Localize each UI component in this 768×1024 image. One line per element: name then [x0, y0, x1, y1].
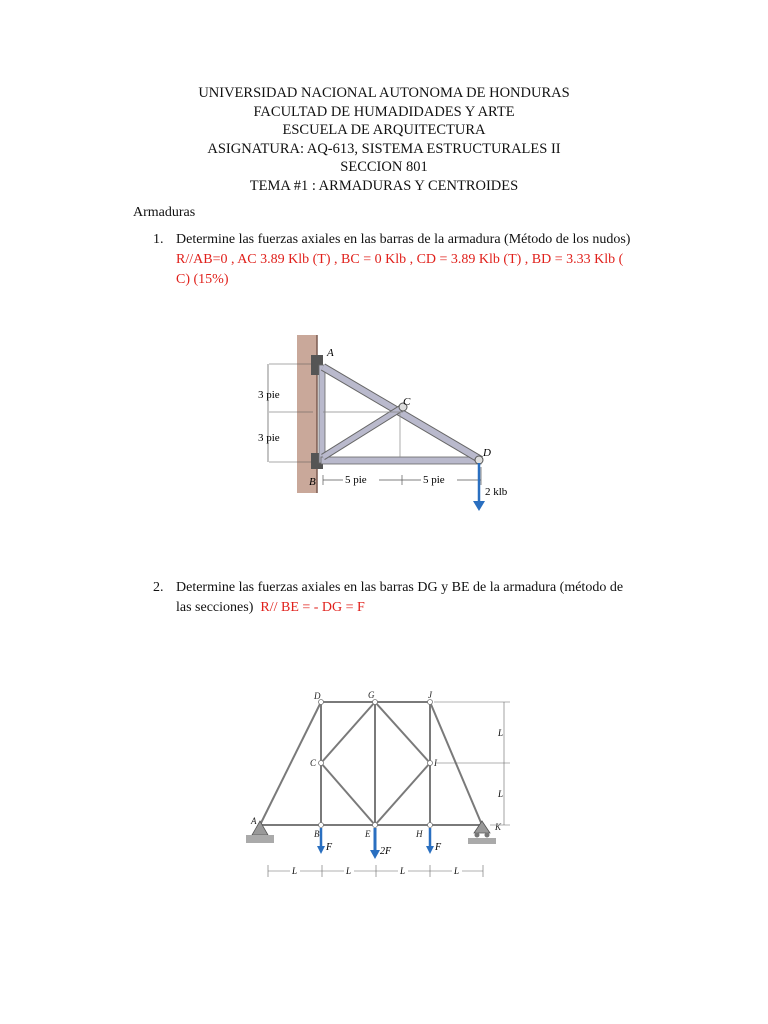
dim-label-h2: 5 pie: [423, 474, 445, 486]
member-bd: [321, 457, 481, 464]
node-label-b: B: [309, 476, 316, 488]
load-label: 2 klb: [485, 486, 508, 498]
dim-label-v1: 3 pie: [258, 389, 280, 401]
dim-label-h3: L: [400, 866, 406, 876]
question-prompt: Determine las fuerzas axiales en las barras DG y BE de la armadura (método de las secciones): [176, 580, 624, 615]
load-label-e: 2F: [380, 846, 392, 857]
document-header: [0, 84, 768, 196]
truss-figure-1: [258, 325, 530, 520]
member-ab: [319, 365, 325, 463]
node-label-b: B: [314, 829, 320, 839]
load-label-h: F: [435, 842, 442, 853]
header-section: SECCION 801: [340, 159, 428, 176]
question-prompt: Determine las fuerzas axiales en las barras de la armadura (Método de los nudos): [176, 232, 631, 247]
section-title: Armaduras: [133, 205, 196, 220]
member-ei: [375, 763, 430, 825]
truss-figure-2: [238, 678, 528, 893]
question-text: [176, 230, 636, 290]
node-label-d: D: [483, 447, 491, 459]
node-label-k: K: [495, 822, 502, 832]
dim-label-v1: L: [498, 728, 504, 738]
joint-d: [475, 456, 483, 464]
node-label-d: D: [314, 691, 321, 701]
header-topic: TEMA #1 : ARMADURAS Y CENTROIDES: [249, 177, 519, 194]
node-label-i: I: [434, 758, 437, 768]
member-cg: [321, 702, 375, 763]
header-faculty: FACULTAD DE HUMADIDADES Y ARTE: [253, 103, 515, 120]
header-school: ESCUELA DE ARQUITECTURA: [282, 122, 486, 139]
member-gi: [375, 702, 430, 763]
node-label-e: E: [365, 829, 371, 839]
question-number: 2.: [153, 580, 164, 595]
truss-diagram-2: [238, 678, 528, 888]
question-answer: R//AB=0 , AC 3.89 Klb (T) , BC = 0 Klb , CD = 3.89 Klb (T) , BD = 3.33 Klb ( C) (15%): [176, 252, 624, 287]
dim-label-h2: L: [346, 866, 352, 876]
node-label-g: G: [368, 690, 375, 700]
dim-label-h4: L: [454, 866, 460, 876]
question-text: [176, 578, 636, 618]
node-label-j: J: [428, 690, 432, 700]
dim-label-h1: L: [292, 866, 298, 876]
member-jk: [430, 702, 482, 825]
header-university: UNIVERSIDAD NACIONAL AUTONOMA DE HONDURAS: [198, 85, 570, 101]
dim-label-v2: L: [498, 789, 504, 799]
header-course: ASIGNATURA: AQ-613, SISTEMA ESTRUCTURALES II: [207, 140, 561, 157]
load-label-b: F: [326, 842, 333, 853]
node-label-a: A: [327, 347, 334, 359]
member-bc: [323, 407, 403, 457]
question-answer: R// BE = - DG = F: [260, 600, 365, 615]
node-label-h: H: [416, 829, 423, 839]
truss-diagram-1: [258, 325, 530, 515]
dim-label-h1: 5 pie: [345, 474, 367, 486]
node-label-c: C: [403, 396, 411, 408]
question-number: 1.: [153, 232, 164, 247]
node-label-c: C: [310, 758, 317, 768]
node-label-a: A: [251, 816, 257, 826]
member-ce: [321, 763, 375, 825]
dim-label-v2: 3 pie: [258, 432, 280, 444]
